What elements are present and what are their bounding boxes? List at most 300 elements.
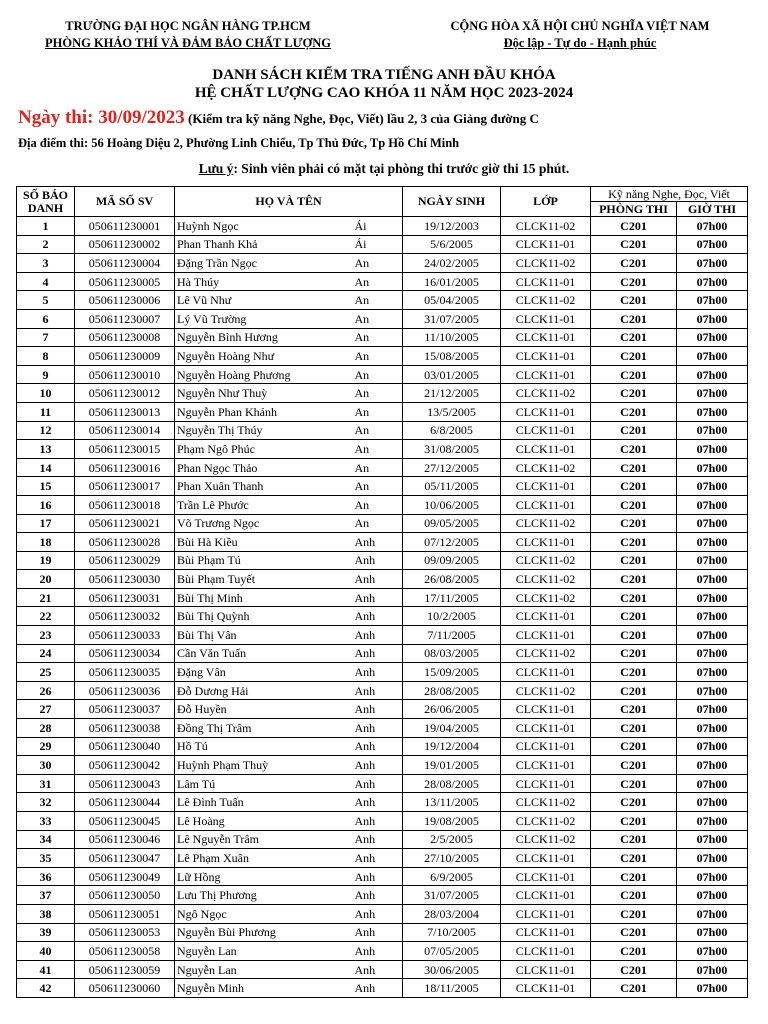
cell-sbd: 22 bbox=[17, 607, 75, 626]
cell-ma-so-sv: 050611230034 bbox=[75, 644, 175, 663]
cell-ten: Anh bbox=[353, 774, 403, 793]
cell-ten: Anh bbox=[353, 588, 403, 607]
cell-phong-thi: C201 bbox=[591, 979, 677, 998]
cell-ho-dem: Bùi Phạm Tuyết bbox=[175, 570, 353, 589]
cell-lop: CLCK11-01 bbox=[501, 235, 591, 254]
cell-ngay-sinh: 09/05/2005 bbox=[403, 514, 501, 533]
cell-ngay-sinh: 10/06/2005 bbox=[403, 495, 501, 514]
cell-ten: An bbox=[353, 272, 403, 291]
cell-sbd: 18 bbox=[17, 533, 75, 552]
cell-phong-thi: C201 bbox=[591, 886, 677, 905]
cell-lop: CLCK11-01 bbox=[501, 309, 591, 328]
cell-phong-thi: C201 bbox=[591, 830, 677, 849]
cell-ho-dem: Nguyễn Minh bbox=[175, 979, 353, 998]
table-row bbox=[17, 328, 748, 347]
cell-gio-thi: 07h00 bbox=[677, 551, 748, 570]
cell-ho-dem: Nguyễn Phan Khánh bbox=[175, 402, 353, 421]
table-row bbox=[17, 867, 748, 886]
cell-phong-thi: C201 bbox=[591, 663, 677, 682]
student-rows bbox=[17, 217, 748, 998]
cell-ho-dem: Nguyễn Hoàng Phương bbox=[175, 365, 353, 384]
cell-ho-dem: Lê Nguyễn Trâm bbox=[175, 830, 353, 849]
table-row bbox=[17, 291, 748, 310]
cell-sbd: 24 bbox=[17, 644, 75, 663]
cell-ma-so-sv: 050611230009 bbox=[75, 347, 175, 366]
cell-gio-thi: 07h00 bbox=[677, 421, 748, 440]
cell-ho-dem: Lưu Thị Phương bbox=[175, 886, 353, 905]
cell-ho-dem: Nguyễn Hoàng Như bbox=[175, 347, 353, 366]
cell-ten: An bbox=[353, 291, 403, 310]
cell-sbd: 12 bbox=[17, 421, 75, 440]
cell-ten: Anh bbox=[353, 700, 403, 719]
cell-phong-thi: C201 bbox=[591, 719, 677, 738]
cell-ten: An bbox=[353, 495, 403, 514]
cell-lop: CLCK11-01 bbox=[501, 607, 591, 626]
cell-ma-so-sv: 050611230049 bbox=[75, 867, 175, 886]
cell-ngay-sinh: 26/08/2005 bbox=[403, 570, 501, 589]
cell-phong-thi: C201 bbox=[591, 328, 677, 347]
cell-sbd: 20 bbox=[17, 570, 75, 589]
cell-phong-thi: C201 bbox=[591, 681, 677, 700]
cell-ten: Anh bbox=[353, 793, 403, 812]
cell-gio-thi: 07h00 bbox=[677, 700, 748, 719]
cell-ten: An bbox=[353, 384, 403, 403]
cell-lop: CLCK11-02 bbox=[501, 793, 591, 812]
table-row bbox=[17, 235, 748, 254]
cell-lop: CLCK11-01 bbox=[501, 737, 591, 756]
cell-ho-dem: Nguyễn Bình Hương bbox=[175, 328, 353, 347]
col-header-gio-thi: GIỜ THI bbox=[677, 202, 748, 217]
cell-ho-dem: Lê Đình Tuấn bbox=[175, 793, 353, 812]
cell-ten: Anh bbox=[353, 533, 403, 552]
cell-ma-so-sv: 050611230035 bbox=[75, 663, 175, 682]
cell-ten: An bbox=[353, 514, 403, 533]
cell-ngay-sinh: 2/5/2005 bbox=[403, 830, 501, 849]
exam-date: Ngày thi: 30/09/2023 bbox=[18, 107, 185, 128]
table-row bbox=[17, 254, 748, 273]
col-header-lop: LỚP bbox=[501, 187, 591, 217]
cell-ngay-sinh: 28/03/2004 bbox=[403, 904, 501, 923]
table-row bbox=[17, 830, 748, 849]
table-row bbox=[17, 533, 748, 552]
cell-ma-so-sv: 050611230008 bbox=[75, 328, 175, 347]
cell-ma-so-sv: 050611230031 bbox=[75, 588, 175, 607]
cell-ten: Anh bbox=[353, 923, 403, 942]
cell-lop: CLCK11-01 bbox=[501, 923, 591, 942]
cell-lop: CLCK11-02 bbox=[501, 812, 591, 831]
cell-phong-thi: C201 bbox=[591, 291, 677, 310]
cell-ma-so-sv: 050611230016 bbox=[75, 458, 175, 477]
cell-ho-dem: Phạm Ngô Phúc bbox=[175, 440, 353, 459]
student-table bbox=[16, 186, 748, 998]
cell-phong-thi: C201 bbox=[591, 272, 677, 291]
cell-sbd: 41 bbox=[17, 960, 75, 979]
cell-ngay-sinh: 7/10/2005 bbox=[403, 923, 501, 942]
cell-ho-dem: Lê Hoàng bbox=[175, 812, 353, 831]
table-row bbox=[17, 793, 748, 812]
cell-gio-thi: 07h00 bbox=[677, 217, 748, 236]
cell-sbd: 16 bbox=[17, 495, 75, 514]
table-row bbox=[17, 737, 748, 756]
cell-ma-so-sv: 050611230059 bbox=[75, 960, 175, 979]
cell-phong-thi: C201 bbox=[591, 588, 677, 607]
cell-ho-dem: Võ Trương Ngọc bbox=[175, 514, 353, 533]
cell-sbd: 39 bbox=[17, 923, 75, 942]
cell-lop: CLCK11-01 bbox=[501, 756, 591, 775]
cell-ten: Anh bbox=[353, 812, 403, 831]
cell-gio-thi: 07h00 bbox=[677, 588, 748, 607]
cell-gio-thi: 07h00 bbox=[677, 533, 748, 552]
cell-lop: CLCK11-01 bbox=[501, 365, 591, 384]
motto: Độc lập - Tự do - Hạnh phúc bbox=[503, 36, 657, 50]
cell-ma-so-sv: 050611230032 bbox=[75, 607, 175, 626]
cell-phong-thi: C201 bbox=[591, 812, 677, 831]
document-subtitle: HỆ CHẤT LƯỢNG CAO KHÓA 11 NĂM HỌC 2023-2024 bbox=[194, 85, 574, 101]
cell-ho-dem: Bùi Hà Kiều bbox=[175, 533, 353, 552]
cell-phong-thi: C201 bbox=[591, 551, 677, 570]
table-row bbox=[17, 774, 748, 793]
cell-sbd: 28 bbox=[17, 719, 75, 738]
cell-sbd: 19 bbox=[17, 551, 75, 570]
note-text: : Sinh viên phải có mặt tại phòng thi trước giờ thi 15 phút. bbox=[233, 161, 570, 176]
cell-sbd: 26 bbox=[17, 681, 75, 700]
cell-ma-so-sv: 050611230038 bbox=[75, 719, 175, 738]
cell-ngay-sinh: 6/9/2005 bbox=[403, 867, 501, 886]
cell-ho-dem: Lê Phạm Xuân bbox=[175, 849, 353, 868]
cell-gio-thi: 07h00 bbox=[677, 923, 748, 942]
cell-lop: CLCK11-02 bbox=[501, 681, 591, 700]
cell-sbd: 2 bbox=[17, 235, 75, 254]
cell-lop: CLCK11-01 bbox=[501, 774, 591, 793]
table-row bbox=[17, 886, 748, 905]
cell-ma-so-sv: 050611230033 bbox=[75, 626, 175, 645]
cell-phong-thi: C201 bbox=[591, 217, 677, 236]
cell-sbd: 6 bbox=[17, 309, 75, 328]
col-header-phong-thi: PHÒNG THI bbox=[591, 202, 677, 217]
cell-ma-so-sv: 050611230004 bbox=[75, 254, 175, 273]
cell-ten: Anh bbox=[353, 719, 403, 738]
table-row bbox=[17, 551, 748, 570]
cell-phong-thi: C201 bbox=[591, 477, 677, 496]
cell-sbd: 9 bbox=[17, 365, 75, 384]
cell-sbd: 15 bbox=[17, 477, 75, 496]
cell-ho-dem: Đỗ Dương Hải bbox=[175, 681, 353, 700]
cell-ho-dem: Nguyễn Lan bbox=[175, 960, 353, 979]
cell-ngay-sinh: 07/12/2005 bbox=[403, 533, 501, 552]
cell-lop: CLCK11-01 bbox=[501, 328, 591, 347]
col-header-skill-group: Kỹ năng Nghe, Đọc, Viết bbox=[591, 187, 748, 202]
table-row bbox=[17, 217, 748, 236]
cell-ho-dem: Nguyễn Như Thuỳ bbox=[175, 384, 353, 403]
cell-ngay-sinh: 17/11/2005 bbox=[403, 588, 501, 607]
cell-ho-dem: Cần Văn Tuấn bbox=[175, 644, 353, 663]
cell-ten: An bbox=[353, 477, 403, 496]
cell-ma-so-sv: 050611230040 bbox=[75, 737, 175, 756]
cell-phong-thi: C201 bbox=[591, 402, 677, 421]
cell-ngay-sinh: 19/08/2005 bbox=[403, 812, 501, 831]
cell-lop: CLCK11-02 bbox=[501, 830, 591, 849]
cell-ma-so-sv: 050611230030 bbox=[75, 570, 175, 589]
cell-ho-dem: Huỳnh Ngọc bbox=[175, 217, 353, 236]
col-header-ho-va-ten: HỌ VÀ TÊN bbox=[175, 187, 403, 217]
cell-phong-thi: C201 bbox=[591, 514, 677, 533]
cell-sbd: 21 bbox=[17, 588, 75, 607]
cell-gio-thi: 07h00 bbox=[677, 272, 748, 291]
department-name: PHÒNG KHẢO THÍ VÀ ĐẢM BẢO CHẤT LƯỢNG bbox=[44, 36, 332, 50]
cell-sbd: 17 bbox=[17, 514, 75, 533]
national-motto-block bbox=[410, 18, 750, 52]
cell-ma-so-sv: 050611230046 bbox=[75, 830, 175, 849]
table-row bbox=[17, 384, 748, 403]
cell-ngay-sinh: 31/07/2005 bbox=[403, 309, 501, 328]
cell-lop: CLCK11-02 bbox=[501, 570, 591, 589]
cell-lop: CLCK11-02 bbox=[501, 644, 591, 663]
table-row bbox=[17, 663, 748, 682]
cell-ten: Anh bbox=[353, 551, 403, 570]
cell-ngay-sinh: 15/09/2005 bbox=[403, 663, 501, 682]
cell-sbd: 10 bbox=[17, 384, 75, 403]
cell-ho-dem: Bùi Thị Minh bbox=[175, 588, 353, 607]
cell-ma-so-sv: 050611230017 bbox=[75, 477, 175, 496]
cell-ma-so-sv: 050611230006 bbox=[75, 291, 175, 310]
cell-lop: CLCK11-02 bbox=[501, 291, 591, 310]
cell-ten: An bbox=[353, 440, 403, 459]
cell-gio-thi: 07h00 bbox=[677, 309, 748, 328]
cell-ten: Anh bbox=[353, 570, 403, 589]
cell-ten: Anh bbox=[353, 756, 403, 775]
table-row bbox=[17, 570, 748, 589]
cell-gio-thi: 07h00 bbox=[677, 960, 748, 979]
cell-ho-dem: Đặng Vân bbox=[175, 663, 353, 682]
cell-gio-thi: 07h00 bbox=[677, 979, 748, 998]
cell-ho-dem: Đỗ Huyền bbox=[175, 700, 353, 719]
cell-lop: CLCK11-01 bbox=[501, 533, 591, 552]
cell-ho-dem: Bùi Thị Quỳnh bbox=[175, 607, 353, 626]
cell-sbd: 4 bbox=[17, 272, 75, 291]
cell-ten: An bbox=[353, 347, 403, 366]
cell-sbd: 32 bbox=[17, 793, 75, 812]
cell-gio-thi: 07h00 bbox=[677, 812, 748, 831]
cell-gio-thi: 07h00 bbox=[677, 607, 748, 626]
cell-ngay-sinh: 27/10/2005 bbox=[403, 849, 501, 868]
cell-gio-thi: 07h00 bbox=[677, 774, 748, 793]
cell-ma-so-sv: 050611230021 bbox=[75, 514, 175, 533]
cell-ten: An bbox=[353, 365, 403, 384]
cell-ma-so-sv: 050611230047 bbox=[75, 849, 175, 868]
table-row bbox=[17, 756, 748, 775]
cell-sbd: 38 bbox=[17, 904, 75, 923]
cell-gio-thi: 07h00 bbox=[677, 495, 748, 514]
cell-ho-dem: Đặng Trần Ngọc bbox=[175, 254, 353, 273]
cell-ma-so-sv: 050611230013 bbox=[75, 402, 175, 421]
table-row bbox=[17, 681, 748, 700]
cell-ma-so-sv: 050611230050 bbox=[75, 886, 175, 905]
cell-phong-thi: C201 bbox=[591, 700, 677, 719]
cell-ngay-sinh: 10/2/2005 bbox=[403, 607, 501, 626]
cell-gio-thi: 07h00 bbox=[677, 904, 748, 923]
cell-gio-thi: 07h00 bbox=[677, 365, 748, 384]
cell-ma-so-sv: 050611230051 bbox=[75, 904, 175, 923]
cell-phong-thi: C201 bbox=[591, 849, 677, 868]
cell-ma-so-sv: 050611230042 bbox=[75, 756, 175, 775]
table-row bbox=[17, 942, 748, 961]
cell-sbd: 37 bbox=[17, 886, 75, 905]
cell-gio-thi: 07h00 bbox=[677, 719, 748, 738]
cell-ten: Ái bbox=[353, 235, 403, 254]
cell-gio-thi: 07h00 bbox=[677, 402, 748, 421]
cell-phong-thi: C201 bbox=[591, 235, 677, 254]
cell-ten: Anh bbox=[353, 960, 403, 979]
table-row bbox=[17, 607, 748, 626]
cell-phong-thi: C201 bbox=[591, 458, 677, 477]
cell-ngay-sinh: 07/05/2005 bbox=[403, 942, 501, 961]
exam-detail: (Kiểm tra kỹ năng Nghe, Đọc, Viết) lầu 2, 3 của Giảng đường C bbox=[184, 111, 539, 126]
cell-phong-thi: C201 bbox=[591, 867, 677, 886]
cell-sbd: 13 bbox=[17, 440, 75, 459]
cell-sbd: 40 bbox=[17, 942, 75, 961]
cell-lop: CLCK11-01 bbox=[501, 477, 591, 496]
cell-ten: Anh bbox=[353, 979, 403, 998]
cell-ngay-sinh: 30/06/2005 bbox=[403, 960, 501, 979]
cell-ma-so-sv: 050611230043 bbox=[75, 774, 175, 793]
cell-ho-dem: Đồng Thị Trâm bbox=[175, 719, 353, 738]
table-row bbox=[17, 458, 748, 477]
cell-gio-thi: 07h00 bbox=[677, 942, 748, 961]
cell-lop: CLCK11-02 bbox=[501, 551, 591, 570]
cell-lop: CLCK11-01 bbox=[501, 942, 591, 961]
cell-ngay-sinh: 31/08/2005 bbox=[403, 440, 501, 459]
cell-ngay-sinh: 28/08/2005 bbox=[403, 774, 501, 793]
note-label: Lưu ý bbox=[198, 161, 234, 176]
exam-location: Địa điểm thi: 56 Hoàng Diệu 2, Phường Linh Chiểu, Tp Thủ Đức, Tp Hồ Chí Minh bbox=[18, 136, 460, 150]
table-row bbox=[17, 514, 748, 533]
cell-sbd: 27 bbox=[17, 700, 75, 719]
cell-sbd: 29 bbox=[17, 737, 75, 756]
cell-ho-dem: Phan Thanh Khả bbox=[175, 235, 353, 254]
col-header-so-bao-danh: SỐ BÁO DANH bbox=[17, 187, 75, 217]
cell-ho-dem: Nguyễn Bùi Phương bbox=[175, 923, 353, 942]
cell-gio-thi: 07h00 bbox=[677, 477, 748, 496]
cell-phong-thi: C201 bbox=[591, 495, 677, 514]
cell-sbd: 33 bbox=[17, 812, 75, 831]
cell-lop: CLCK11-02 bbox=[501, 588, 591, 607]
cell-lop: CLCK11-02 bbox=[501, 458, 591, 477]
cell-ngay-sinh: 6/8/2005 bbox=[403, 421, 501, 440]
cell-ho-dem: Nguyễn Lan bbox=[175, 942, 353, 961]
cell-phong-thi: C201 bbox=[591, 960, 677, 979]
cell-ma-so-sv: 050611230029 bbox=[75, 551, 175, 570]
cell-lop: CLCK11-01 bbox=[501, 272, 591, 291]
cell-lop: CLCK11-01 bbox=[501, 626, 591, 645]
table-row bbox=[17, 644, 748, 663]
cell-ma-so-sv: 050611230010 bbox=[75, 365, 175, 384]
cell-ho-dem: Phan Ngọc Thảo bbox=[175, 458, 353, 477]
university-name: TRƯỜNG ĐẠI HỌC NGÂN HÀNG TP.HCM bbox=[65, 19, 311, 33]
cell-phong-thi: C201 bbox=[591, 774, 677, 793]
cell-ngay-sinh: 05/11/2005 bbox=[403, 477, 501, 496]
cell-ma-so-sv: 050611230012 bbox=[75, 384, 175, 403]
cell-phong-thi: C201 bbox=[591, 365, 677, 384]
cell-phong-thi: C201 bbox=[591, 384, 677, 403]
cell-lop: CLCK11-01 bbox=[501, 700, 591, 719]
cell-ngay-sinh: 5/6/2005 bbox=[403, 235, 501, 254]
cell-ten: Anh bbox=[353, 886, 403, 905]
table-row bbox=[17, 588, 748, 607]
cell-ngay-sinh: 31/07/2005 bbox=[403, 886, 501, 905]
cell-gio-thi: 07h00 bbox=[677, 849, 748, 868]
cell-lop: CLCK11-01 bbox=[501, 402, 591, 421]
cell-ma-so-sv: 050611230002 bbox=[75, 235, 175, 254]
cell-ma-so-sv: 050611230007 bbox=[75, 309, 175, 328]
cell-ten: An bbox=[353, 309, 403, 328]
cell-ma-so-sv: 050611230005 bbox=[75, 272, 175, 291]
cell-gio-thi: 07h00 bbox=[677, 663, 748, 682]
table-row bbox=[17, 960, 748, 979]
cell-ho-dem: Trần Lê Phước bbox=[175, 495, 353, 514]
table-row bbox=[17, 347, 748, 366]
cell-gio-thi: 07h00 bbox=[677, 514, 748, 533]
cell-sbd: 42 bbox=[17, 979, 75, 998]
cell-gio-thi: 07h00 bbox=[677, 867, 748, 886]
cell-sbd: 36 bbox=[17, 867, 75, 886]
cell-ho-dem: Lâm Tú bbox=[175, 774, 353, 793]
document-title: DANH SÁCH KIỂM TRA TIẾNG ANH ĐẦU KHÓA bbox=[212, 67, 556, 83]
cell-sbd: 1 bbox=[17, 217, 75, 236]
cell-ho-dem: Nguyễn Thị Thúy bbox=[175, 421, 353, 440]
col-header-ngay-sinh: NGÀY SINH bbox=[403, 187, 501, 217]
table-row bbox=[17, 365, 748, 384]
cell-sbd: 5 bbox=[17, 291, 75, 310]
cell-phong-thi: C201 bbox=[591, 737, 677, 756]
country-name: CỘNG HÒA XÃ HỘI CHỦ NGHĨA VIỆT NAM bbox=[450, 19, 710, 33]
cell-lop: CLCK11-01 bbox=[501, 886, 591, 905]
cell-gio-thi: 07h00 bbox=[677, 793, 748, 812]
cell-ma-so-sv: 050611230053 bbox=[75, 923, 175, 942]
cell-ten: Anh bbox=[353, 607, 403, 626]
cell-ngay-sinh: 05/04/2005 bbox=[403, 291, 501, 310]
cell-phong-thi: C201 bbox=[591, 254, 677, 273]
cell-phong-thi: C201 bbox=[591, 756, 677, 775]
cell-ma-so-sv: 050611230060 bbox=[75, 979, 175, 998]
cell-phong-thi: C201 bbox=[591, 942, 677, 961]
table-row bbox=[17, 421, 748, 440]
cell-ngay-sinh: 13/11/2005 bbox=[403, 793, 501, 812]
cell-ho-dem: Hồ Tú bbox=[175, 737, 353, 756]
cell-lop: CLCK11-01 bbox=[501, 849, 591, 868]
cell-ngay-sinh: 19/12/2004 bbox=[403, 737, 501, 756]
cell-phong-thi: C201 bbox=[591, 607, 677, 626]
cell-ten: An bbox=[353, 328, 403, 347]
cell-ngay-sinh: 15/08/2005 bbox=[403, 347, 501, 366]
cell-gio-thi: 07h00 bbox=[677, 644, 748, 663]
cell-sbd: 35 bbox=[17, 849, 75, 868]
cell-lop: CLCK11-01 bbox=[501, 347, 591, 366]
cell-ho-dem: Phan Xuân Thanh bbox=[175, 477, 353, 496]
cell-phong-thi: C201 bbox=[591, 421, 677, 440]
cell-lop: CLCK11-01 bbox=[501, 421, 591, 440]
cell-gio-thi: 07h00 bbox=[677, 756, 748, 775]
cell-ten: Anh bbox=[353, 644, 403, 663]
cell-ma-so-sv: 050611230015 bbox=[75, 440, 175, 459]
table-row bbox=[17, 700, 748, 719]
cell-ten: Anh bbox=[353, 942, 403, 961]
cell-lop: CLCK11-01 bbox=[501, 904, 591, 923]
cell-ten: An bbox=[353, 458, 403, 477]
cell-sbd: 14 bbox=[17, 458, 75, 477]
cell-ngay-sinh: 28/08/2005 bbox=[403, 681, 501, 700]
cell-ten: Anh bbox=[353, 904, 403, 923]
cell-ten: Ái bbox=[353, 217, 403, 236]
